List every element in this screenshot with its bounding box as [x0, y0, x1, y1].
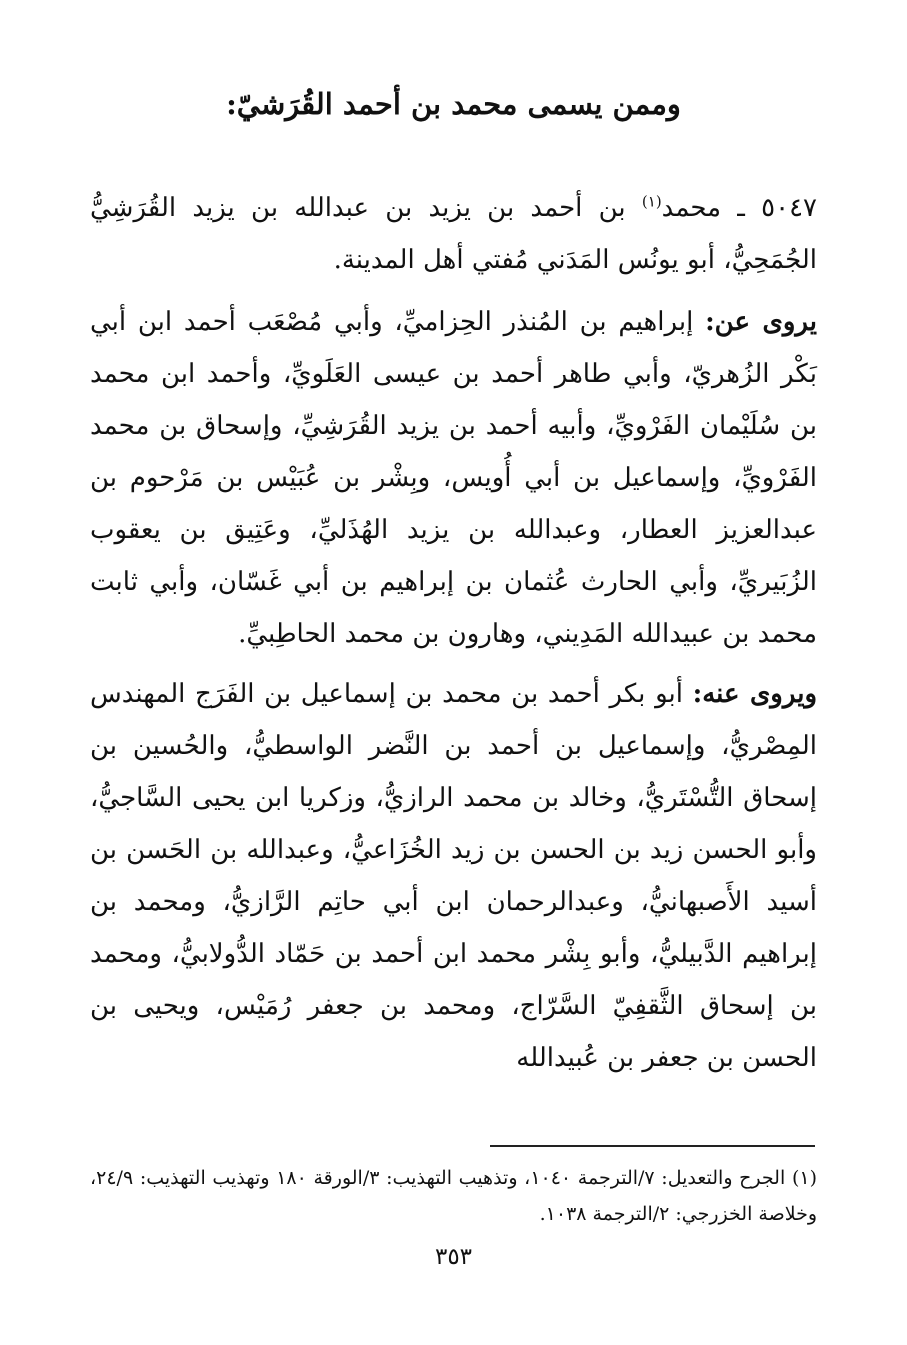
- section-heading: وممن يسمى محمد بن أحمد القُرَشيّ:: [226, 87, 681, 121]
- narrated-by-text: أبو بكر أحمد بن محمد بن إسماعيل بن الفَرَج المهندس المِصْريُّ، وإسماعيل بن أحمد بن النَّضر الواسطيُّ، والحُسين بن إسحاق التُّسْتَريُّ، وخالد بن محمد الرازيُّ، وزكريا ابن يحيى السَّاجيُّ، وأبو الحسن زيد بن الحسن بن زيد الخُزَاعيُّ، وعبدالله بن الحَسن بن أسيد الأَصبهانيُّ، وعبدالرحمان ابن أبي حاتِم الرَّازيُّ، ومحمد بن إبراهيم الدَّبيليُّ، وأبو بِشْر محمد ابن أحمد بن حَمّاد الدُّولابيُّ، ومحمد بن إسحاق الثَّقفِيّ السَّرّاج، ومحمد بن جعفر رُمَيْس، ويحيى بن الحسن بن جعفر بن عُبيدالله: [90, 679, 817, 1073]
- narrates-from-paragraph: [90, 296, 817, 660]
- narrates-from-label: يروى عن:: [705, 307, 817, 337]
- biography-entry: [90, 182, 817, 1084]
- narrates-from-text: إبراهيم بن المُنذر الحِزاميِّ، وأبي مُصْعَب أحمد ابن أبي بَكْر الزُهريّ، وأبي طاهر أحمد بن عيسى العَلَويِّ، وأحمد ابن محمد بن سُلَيْمان الفَرْويِّ، وأبيه أحمد بن يزيد القُرَشِيِّ، وإسحاق بن محمد الفَرْويِّ، وإسماعيل بن أبي أُويس، وبِشْر بن عُبَيْس بن مَرْحوم بن عبدالعزيز العطار، وعبدالله بن يزيد الهُذَليِّ، وعَتِيق بن يعقوب الزُبَيريِّ، وأبي الحارث عُثمان بن إبراهيم بن أبي غَسّان، وأبي ثابت محمد بن عبيدالله المَدِيني، وهارون بن محمد الحاطِبيِّ.: [90, 307, 817, 649]
- entry-number: ٥٠٤٧ ـ: [737, 193, 818, 223]
- entry-name: محمد: [661, 193, 722, 223]
- footnote-reference[interactable]: (١): [641, 192, 662, 211]
- footnote-marker: (١): [791, 1167, 817, 1189]
- entry-header-paragraph: [90, 182, 817, 286]
- entry-name-rest: بن أحمد بن يزيد بن عبدالله بن يزيد القُرَشِيُّ الجُمَحِيُّ، أبو يونُس المَدَني مُفتي أهل المدينة.: [90, 193, 817, 275]
- narrated-by-label: ويروى عنه:: [692, 679, 818, 709]
- footnote: [90, 1160, 817, 1232]
- footnote-divider: [490, 1145, 815, 1147]
- page-number: ٣٥٣: [434, 1244, 473, 1270]
- narrated-by-paragraph: [90, 668, 817, 1084]
- footnote-text: الجرح والتعديل: ٧/الترجمة ١٠٤٠، وتذهيب التهذيب: ٣/الورقة ١٨٠ وتهذيب التهذيب: ٢٤/٩، وخلاصة الخزرجي: ٢/الترجمة ١٠٣٨.: [90, 1167, 817, 1225]
